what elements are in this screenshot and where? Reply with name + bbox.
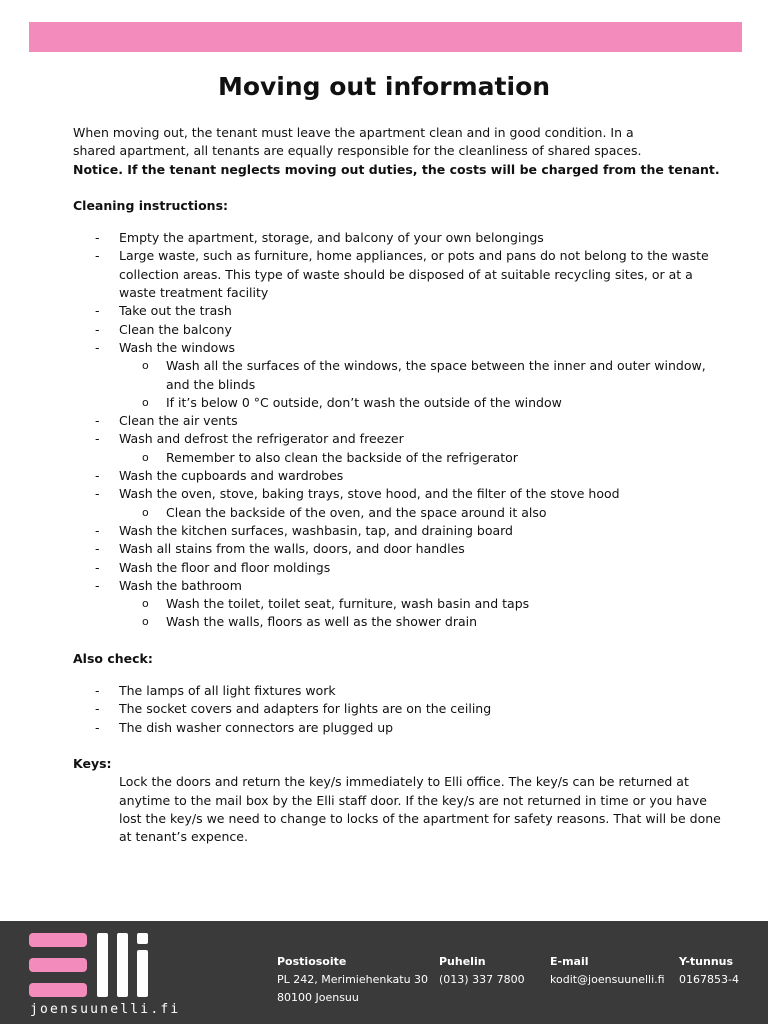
cleaning-sub-item-text: If it’s below 0 °C outside, don’t wash the outside of the window (166, 394, 562, 410)
cleaning-item-text: Wash and defrost the refrigerator and freezer (119, 431, 404, 447)
circle-bullet: o (142, 395, 149, 409)
also-check-list (73, 682, 728, 737)
cleaning-item (73, 430, 728, 467)
dash-bullet: - (95, 486, 100, 502)
cleaning-sub-item-text: Wash the walls, floors as well as the shower drain (166, 614, 478, 630)
also-check-item-text: The lamps of all light fixtures work (119, 683, 336, 699)
page-title: Moving out information (217, 72, 551, 101)
dash-bullet: - (95, 701, 100, 717)
cleaning-item (73, 321, 728, 339)
cleaning-item (73, 540, 728, 558)
cleaning-sub-item (119, 613, 728, 631)
cleaning-item (73, 247, 728, 302)
intro-line-1: When moving out, the tenant must leave the apartment clean and in good condition. In a (73, 125, 634, 140)
footer (0, 921, 768, 1024)
cleaning-item-text: Empty the apartment, storage, and balcony of your own belongings (119, 230, 544, 246)
cleaning-item-text: Wash the cupboards and wardrobes (119, 468, 344, 484)
cleaning-sub-item (119, 504, 728, 522)
cleaning-item-text: Take out the trash (119, 303, 232, 319)
cleaning-sub-item (119, 357, 728, 394)
cleaning-item (73, 467, 728, 485)
cleaning-item-text: Wash the oven, stove, baking trays, stove hood, and the filter of the stove hood (119, 486, 620, 502)
cleaning-sub-item (119, 595, 728, 613)
cleaning-sub-list (119, 595, 728, 632)
cleaning-item-text: Wash the bathroom (119, 577, 242, 593)
circle-bullet: o (142, 505, 149, 519)
circle-bullet: o (142, 450, 149, 464)
cleaning-sub-list (119, 504, 728, 522)
also-check-item (73, 719, 728, 737)
cleaning-heading: Cleaning instructions: (73, 197, 229, 213)
document-body (73, 124, 728, 846)
cleaning-sub-item-text: Wash all the surfaces of the windows, the space between the inner and outer window, and the blinds (166, 358, 706, 392)
cleaning-sub-item-text: Remember to also clean the backside of the refrigerator (166, 449, 518, 465)
cleaning-item-text: Large waste, such as furniture, home appliances, or pots and pans do not belong to the waste collection areas. This type of waste should be disposed of at suitable recycling sites, or at a waste treatment facility (119, 248, 709, 301)
header-bar (29, 22, 742, 52)
footer-phone: Puhelin (013) 337 7800 (439, 955, 525, 986)
dash-bullet: - (95, 468, 100, 484)
dash-bullet: - (95, 413, 100, 429)
also-check-item (73, 700, 728, 718)
cleaning-item (73, 302, 728, 320)
cleaning-sub-item (119, 394, 728, 412)
dash-bullet: - (95, 230, 100, 246)
also-check-item-text: The dish washer connectors are plugged up (119, 719, 394, 735)
circle-bullet: o (142, 615, 149, 629)
cleaning-sub-list (119, 449, 728, 467)
cleaning-item (73, 485, 728, 522)
also-check-heading: Also check: (73, 650, 153, 666)
elli-logo (29, 933, 159, 1003)
dash-bullet: - (95, 559, 100, 575)
cleaning-item-text: Wash the floor and floor moldings (119, 559, 331, 575)
notice-text: Notice. If the tenant neglects moving out duties, the costs will be charged from the tenant. (73, 161, 720, 177)
dash-bullet: - (95, 719, 100, 735)
cleaning-item-text: Clean the balcony (119, 321, 232, 337)
cleaning-item-text: Wash the kitchen surfaces, washbasin, tap, and draining board (119, 522, 513, 538)
keys-text: Lock the doors and return the key/s immediately to Elli office. The key/s can be returned at anytime to the mail box by the Elli staff door. If the key/s are not returned in time or you have lost the key/s we need to change to locks of the apartment for safety reasons. That will be done at tenant’s expence. (119, 774, 721, 845)
logo-url: joensuunelli.fi (30, 1002, 181, 1017)
cleaning-item (73, 559, 728, 577)
circle-bullet: o (142, 359, 149, 373)
dash-bullet: - (95, 541, 100, 557)
circle-bullet: o (142, 597, 149, 611)
footer-email: E-mail kodit@joensuunelli.fi (550, 955, 665, 986)
cleaning-item (73, 339, 728, 412)
dash-bullet: - (95, 339, 100, 355)
dash-bullet: - (95, 248, 100, 264)
cleaning-sub-item (119, 449, 728, 467)
also-check-item (73, 682, 728, 700)
also-check-item-text: The socket covers and adapters for lights are on the ceiling (119, 701, 492, 717)
cleaning-item-text: Wash the windows (119, 339, 236, 355)
dash-bullet: - (95, 303, 100, 319)
cleaning-item (73, 412, 728, 430)
cleaning-item (73, 577, 728, 632)
footer-address: Postiosoite PL 242, Merimiehenkatu 30 80100 Joensuu (277, 955, 429, 1004)
footer-business-id: Y-tunnus 0167853-4 (679, 955, 739, 986)
cleaning-list (73, 229, 728, 632)
cleaning-item (73, 522, 728, 540)
cleaning-sub-item-text: Wash the toilet, toilet seat, furniture, wash basin and taps (166, 596, 530, 612)
dash-bullet: - (95, 683, 100, 699)
keys-heading: Keys: (73, 755, 112, 771)
dash-bullet: - (95, 321, 100, 337)
dash-bullet: - (95, 522, 100, 538)
dash-bullet: - (95, 577, 100, 593)
cleaning-sub-list (119, 357, 728, 412)
cleaning-item-text: Clean the air vents (119, 413, 238, 429)
dash-bullet: - (95, 431, 100, 447)
cleaning-item-text: Wash all stains from the walls, doors, and door handles (119, 541, 465, 557)
intro-line-2: shared apartment, all tenants are equally responsible for the cleanliness of shared spaces. (73, 143, 642, 159)
cleaning-item (73, 229, 728, 247)
cleaning-sub-item-text: Clean the backside of the oven, and the space around it also (166, 504, 547, 520)
